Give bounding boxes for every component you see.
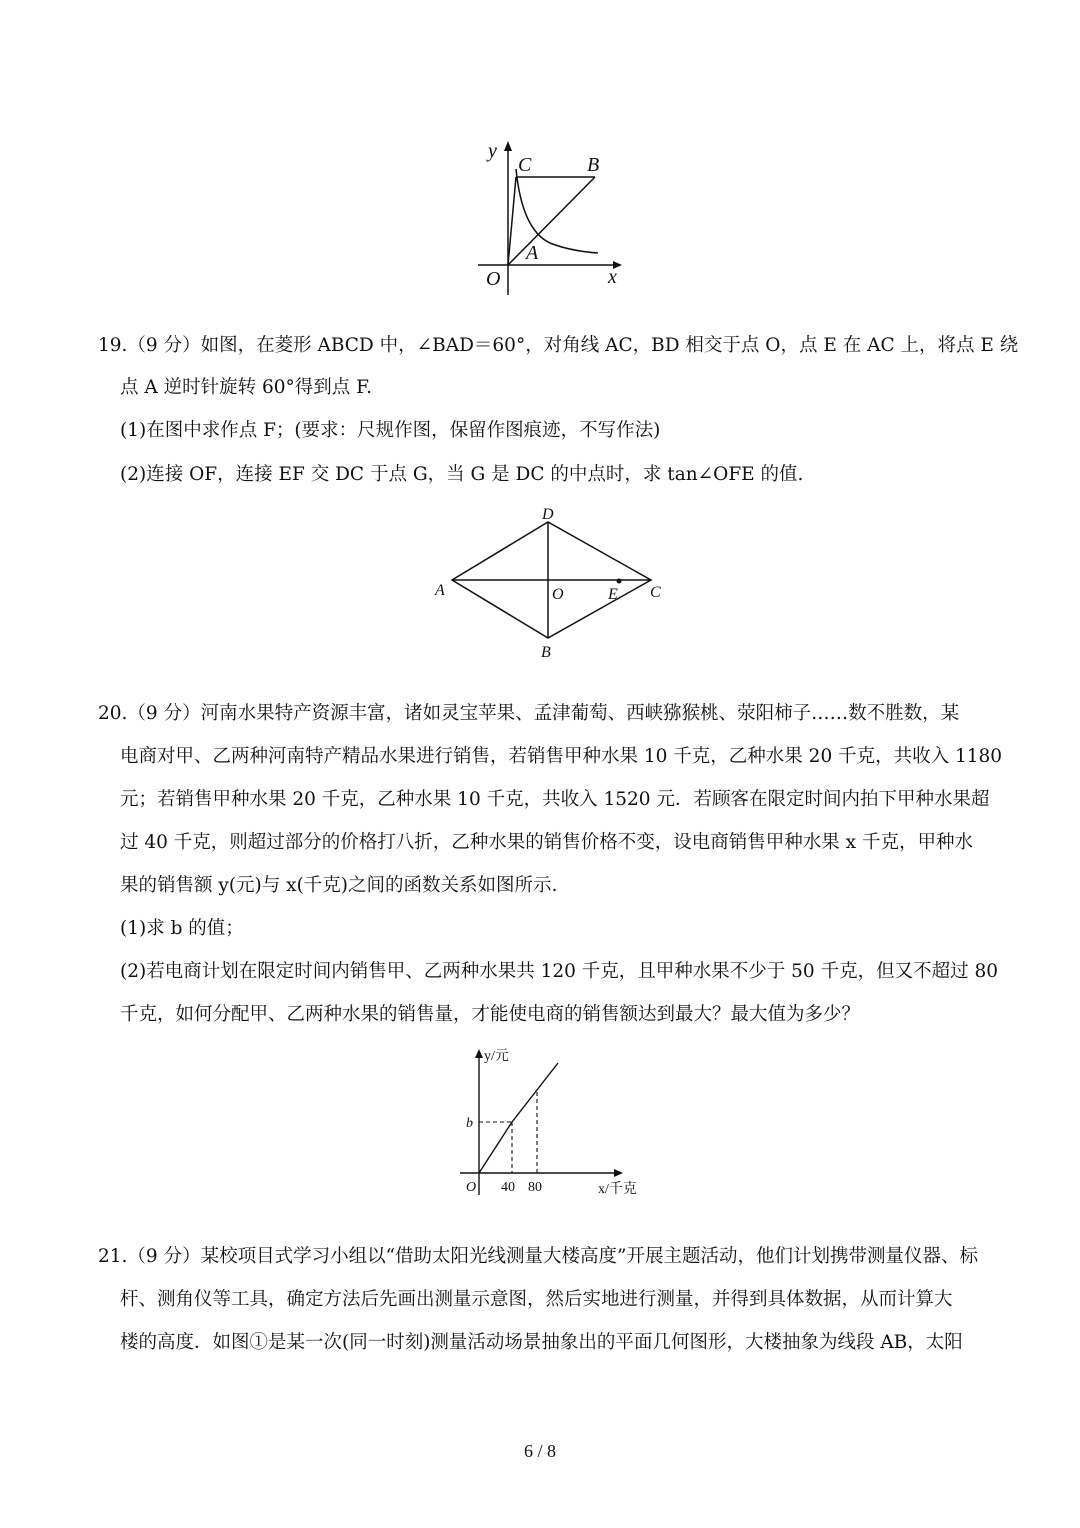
label-a: A (435, 582, 445, 599)
x-axis-arrow (614, 1169, 623, 1177)
q20-line-3: 元；若销售甲种水果 20 千克，乙种水果 10 千克，共收入 1520 元．若顾客在限定时间内拍下甲种水果超 (120, 789, 990, 810)
label-o: O (552, 586, 564, 603)
y-axis-arrow (504, 141, 512, 151)
segment-oc (508, 177, 516, 265)
q19-line-2: 点 A 逆时针旋转 60°得到点 F. (120, 377, 373, 398)
figure-q18 (470, 135, 630, 300)
q19-line-4: (2)连接 OF，连接 EF 交 DC 于点 G，当 G 是 DC 的中点时，求 tan∠OFE 的值. (120, 464, 804, 485)
tick-40: 40 (501, 1180, 515, 1195)
label-c: C (518, 154, 532, 176)
label-y: y (488, 140, 497, 162)
y-axis-arrow (475, 1049, 483, 1058)
q21-line-3: 楼的高度．如图①是某一次(同一时刻)测量活动场景抽象出的平面几何图形，大楼抽象为线段 AB，太阳 (120, 1332, 963, 1353)
q19-line-1: 19.（9 分）如图，在菱形 ABCD 中，∠BAD＝60°，对角线 AC，BD 相交于点 O，点 E 在 AC 上，将点 E 绕 (98, 335, 1019, 356)
page-number: 6 / 8 (523, 1441, 556, 1461)
q21-line-2: 杆、测角仪等工具，确定方法后先画出测量示意图，然后实地进行测量，并得到具体数据，从而计算大 (120, 1289, 953, 1310)
q20-line-7: (2)若电商计划在限定时间内销售甲、乙两种水果共 120 千克，且甲种水果不少于 50 千克，但又不超过 80 (120, 961, 999, 982)
label-b: B (587, 154, 600, 176)
tick-80: 80 (528, 1180, 542, 1195)
label-x: x (608, 266, 617, 288)
label-o: O (486, 268, 501, 290)
figure-q20-graph (448, 1040, 658, 1205)
label-x-axis: x/千克 (598, 1182, 637, 1197)
q20-line-5: 果的销售额 y(元)与 x(千克)之间的函数关系如图所示. (120, 875, 558, 896)
label-b: b (466, 1116, 473, 1131)
label-b: B (541, 644, 551, 661)
q20-line-2: 电商对甲、乙两种河南特产精品水果进行销售，若销售甲种水果 10 千克，乙种水果 20 千克，共收入 1180 (120, 746, 1003, 767)
label-e: E (608, 586, 618, 603)
q20-line-4: 过 40 千克，则超过部分的价格打八折，乙种水果的销售价格不变，设电商销售甲种水果 x 千克，甲种水 (120, 832, 974, 853)
q20-line-1: 20.（9 分）河南水果特产资源丰富，诸如灵宝苹果、孟津葡萄、西峡猕猴桃、荥阳柿子……数不胜数，某 (98, 703, 960, 724)
q21-line-1: 21.（9 分）某校项目式学习小组以“借助太阳光线测量大楼高度”开展主题活动，他们计划携带测量仪器、标 (98, 1246, 978, 1267)
point-e (617, 579, 622, 584)
function-line (479, 1063, 558, 1173)
q19-line-3: (1)在图中求作点 F；(要求：尺规作图，保留作图痕迹，不写作法) (120, 420, 661, 441)
label-d: D (542, 506, 554, 523)
figure-q19-rhombus (425, 502, 675, 667)
label-a: A (526, 242, 539, 264)
q20-line-6: (1)求 b 的值； (120, 918, 244, 939)
label-y-axis: y/元 (484, 1049, 509, 1064)
label-c: C (650, 584, 661, 601)
q20-line-8: 千克，如何分配甲、乙两种水果的销售量，才能使电商的销售额达到最大？最大值为多少？ (120, 1004, 861, 1025)
label-origin: O (466, 1180, 477, 1195)
hyperbola-curve (516, 169, 598, 253)
